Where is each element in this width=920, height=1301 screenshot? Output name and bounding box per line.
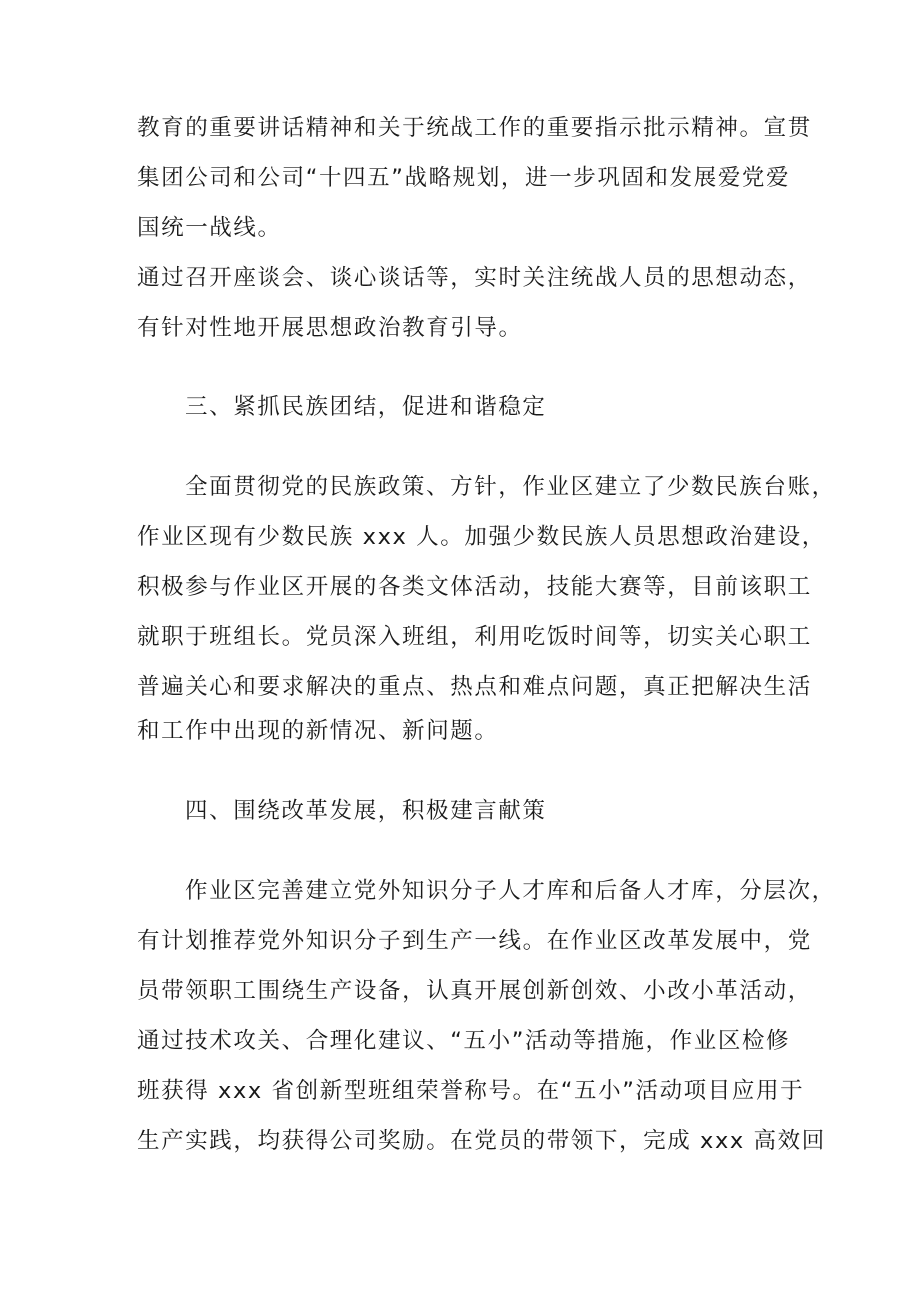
paragraph-line: 国统一战线。 (137, 215, 282, 241)
paragraph-line: 积极参与作业区开展的各类文体活动，技能大赛等，目前该职工 (137, 574, 812, 600)
paragraph-line: 班获得 xxx 省创新型班组荣誉称号。在“五小”活动项目应用于 (137, 1078, 805, 1104)
section-heading-4: 四、围绕改革发展，积极建言献策 (185, 798, 547, 824)
section-heading-3: 三、紧抓民族团结，促进和谐稳定 (185, 394, 547, 420)
paragraph-line: 生产实践，均获得公司奖励。在党员的带领下，完成 xxx 高效回 (137, 1128, 826, 1154)
paragraph-line: 员带领职工围绕生产设备，认真开展创新创效、小改小革活动， (137, 978, 812, 1004)
paragraph-line: 作业区现有少数民族 xxx 人。加强少数民族人员思想政治建设， (137, 524, 826, 550)
paragraph-line: 普遍关心和要求解决的重点、热点和难点问题，真正把解决生活 (137, 674, 812, 700)
paragraph-line: 通过技术攻关、合理化建议、“五小”活动等措施，作业区检修 (137, 1028, 791, 1054)
paragraph-line: 通过召开座谈会、谈心谈话等，实时关注统战人员的思想动态， (137, 265, 812, 291)
paragraph-line: 有针对性地开展思想政治教育引导。 (137, 315, 523, 341)
paragraph-line: 就职于班组长。党员深入班组，利用吃饭时间等，切实关心职工 (137, 624, 812, 650)
paragraph-line: 全面贯彻党的民族政策、方针，作业区建立了少数民族台账， (185, 474, 836, 500)
paragraph-line: 有计划推荐党外知识分子到生产一线。在作业区改革发展中，党 (137, 928, 812, 954)
paragraph-line: 教育的重要讲话精神和关于统战工作的重要指示批示精神。宣贯 (137, 115, 812, 141)
paragraph-line: 和工作中出现的新情况、新问题。 (137, 718, 499, 744)
paragraph-line: 集团公司和公司“十四五”战略规划，进一步巩固和发展爱党爱 (137, 165, 791, 191)
paragraph-line: 作业区完善建立党外知识分子人才库和后备人才库，分层次， (185, 878, 836, 904)
